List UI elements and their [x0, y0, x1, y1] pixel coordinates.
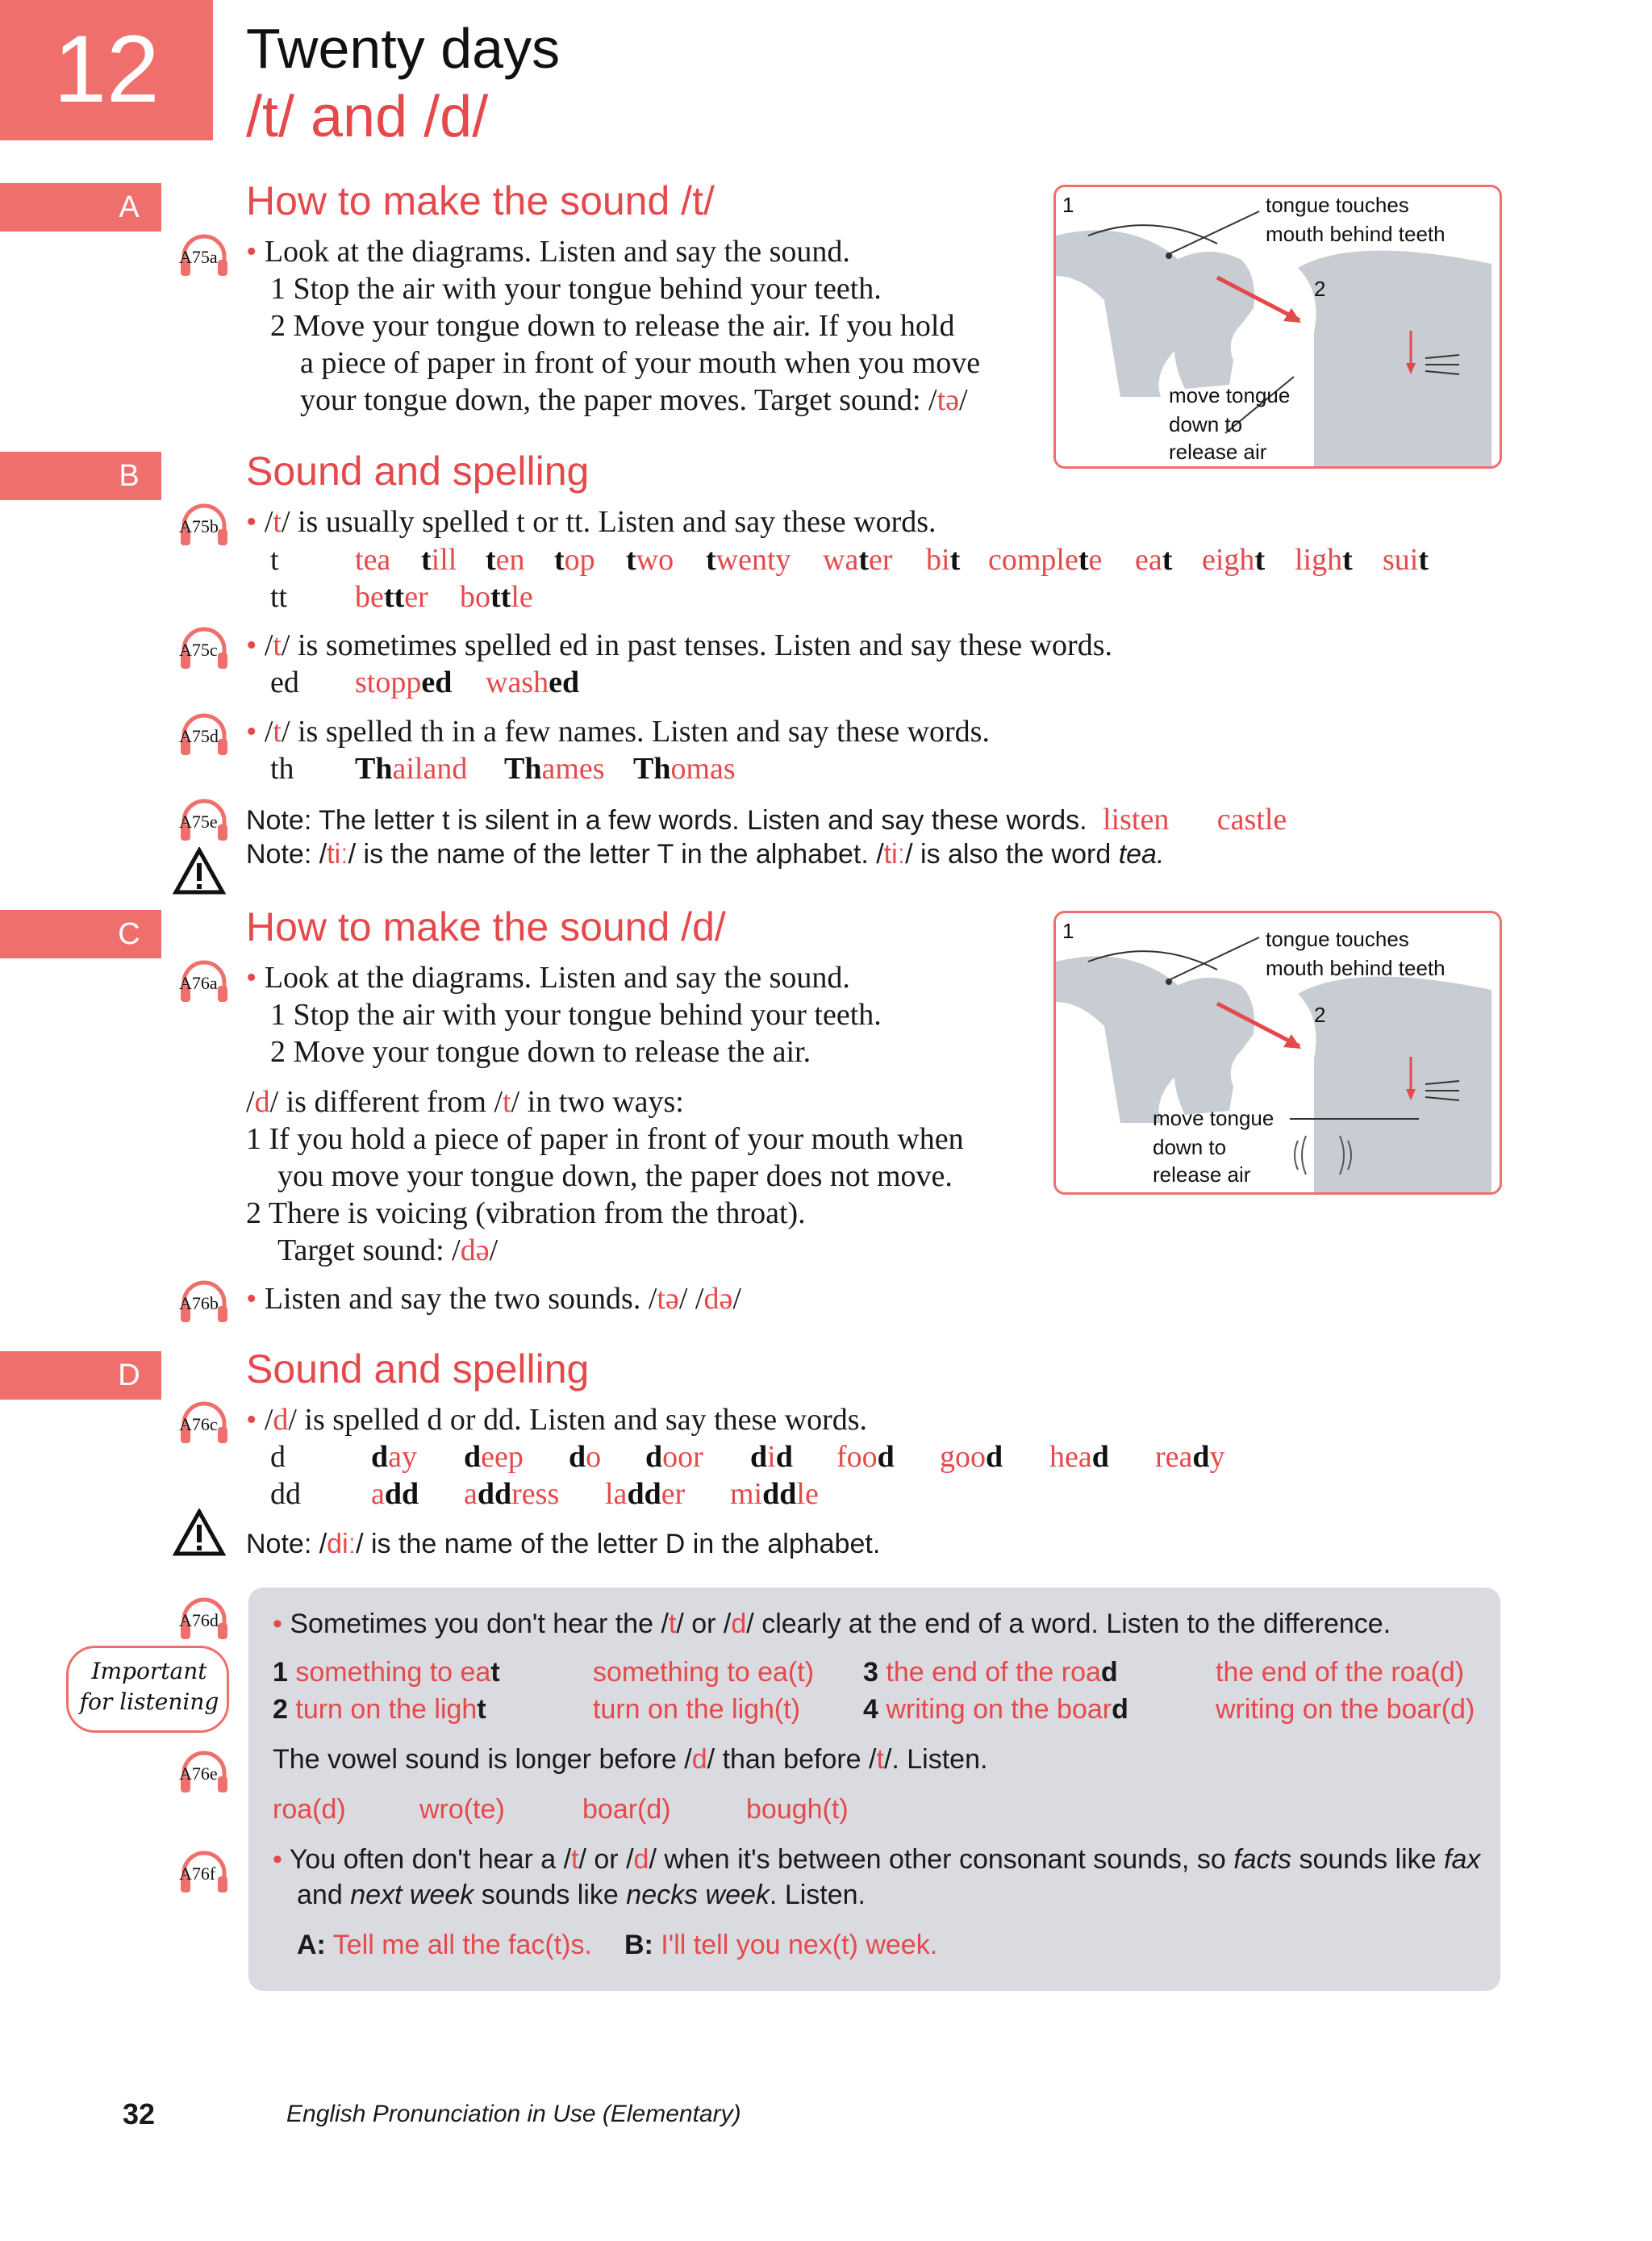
audio-track-icon[interactable]: [177, 958, 231, 1005]
audio-track-icon[interactable]: [177, 502, 231, 549]
diagram-panel-number: 2: [1314, 1003, 1326, 1027]
spelling-label: d: [270, 1440, 286, 1474]
important-callout: [66, 1646, 229, 1733]
word-add: add: [371, 1477, 419, 1511]
warning-icon: [173, 847, 226, 895]
word-thomas: Thomas: [633, 752, 736, 786]
book-title: English Pronunciation in Use (Elementary): [286, 2101, 741, 2127]
word-good: good: [940, 1440, 1003, 1474]
pair-alt: writing on the boar(d): [1216, 1694, 1475, 1725]
word-bottle: bottle: [460, 580, 533, 614]
word-eat: eat: [1135, 543, 1173, 577]
warning-icon: [173, 1509, 226, 1557]
pair-alt: the end of the roa(d): [1216, 1657, 1465, 1688]
word-top: top: [554, 543, 595, 577]
section-tab-b: B: [0, 452, 161, 500]
word-did: did: [750, 1440, 793, 1474]
note-letter-t: Note: /tiː/ is the name of the letter T in the alphabet. /tiː/ is also the word tea.: [246, 839, 1165, 870]
audio-track-icon[interactable]: [177, 625, 231, 672]
audio-track-label: A76b: [179, 1293, 219, 1313]
section-a-step: 2 Move your tongue down to release the air. If you hold: [270, 309, 955, 343]
note-silent-t: Note: The letter t is silent in a few words. Listen and say these words. listen castle: [246, 803, 1287, 837]
word-washed: washed: [486, 666, 580, 699]
diagram-panel-number: 1: [1062, 193, 1074, 217]
word-better: better: [355, 580, 428, 614]
word-ready: ready: [1155, 1440, 1225, 1474]
section-tab-d: D: [0, 1351, 161, 1400]
diagram-label: mouth behind teeth: [1266, 222, 1446, 246]
section-c-bullet: • Look at the diagrams. Listen and say the sound.: [246, 961, 850, 995]
spelling-label: dd: [270, 1477, 301, 1511]
word-middle: middle: [730, 1477, 819, 1511]
box-intro: • Sometimes you don't hear the /t/ or /d/ clearly at the end of a word. Listen to the difference.: [273, 1609, 1391, 1639]
word-ladder: ladder: [605, 1477, 686, 1511]
audio-track-label: A76e: [179, 1763, 218, 1784]
pair-alt: something to ea(t): [593, 1657, 815, 1688]
word-light: light: [1295, 543, 1353, 577]
audio-track-icon[interactable]: [177, 712, 231, 758]
word-stopped: stopped: [355, 666, 453, 699]
audio-track-label: A76c: [179, 1414, 218, 1434]
audio-track-icon[interactable]: [177, 797, 231, 844]
word-eight: eight: [1202, 543, 1266, 577]
audio-track-icon[interactable]: [177, 1749, 231, 1796]
word-twenty: twenty: [706, 543, 791, 577]
spelling-label: t: [270, 543, 279, 577]
section-b-line: • /t/ is sometimes spelled ed in past tenses. Listen and say these words.: [246, 628, 1112, 662]
word-till: till: [421, 543, 457, 577]
audio-track-label: A76d: [179, 1610, 219, 1630]
page-title: Twenty days: [246, 17, 561, 80]
pair-row: 4 writing on the board: [863, 1694, 1128, 1725]
audio-track-icon[interactable]: [177, 1596, 231, 1642]
unit-number: 12: [53, 16, 160, 123]
word-complete: complete: [988, 543, 1103, 577]
box-vowel-line: The vowel sound is longer before /d/ than before /t/. Listen.: [273, 1744, 988, 1775]
section-c-listen: • Listen and say the two sounds. /tə/ /də/: [246, 1282, 741, 1316]
section-d-line: • /d/ is spelled d or dd. Listen and say these words.: [246, 1403, 868, 1437]
spelling-label: ed: [270, 666, 299, 699]
audio-track-label: A75a: [179, 247, 218, 267]
pair-row: 2 turn on the light: [273, 1694, 486, 1725]
audio-track-icon[interactable]: [177, 1849, 231, 1896]
section-c-step: 1 Stop the air with your tongue behind your teeth.: [270, 998, 882, 1032]
audio-track-label: A75d: [179, 726, 219, 746]
section-a-step: a piece of paper in front of your mouth when you move: [300, 346, 981, 380]
pair-alt: turn on the ligh(t): [593, 1694, 801, 1725]
section-a-step: your tongue down, the paper moves. Target sound: /tə/: [300, 383, 968, 417]
word-suit: suit: [1383, 543, 1429, 577]
callout-text: Important for listening: [79, 1658, 219, 1715]
section-tab-c: C: [0, 910, 161, 958]
section-a-step: 1 Stop the air with your tongue behind your teeth.: [270, 272, 882, 306]
section-c-diff: 2 There is voicing (vibration from the throat).: [246, 1196, 806, 1230]
section-tab-a: A: [0, 183, 161, 232]
dialog-line: A: Tell me all the fac(t)s. B: I'll tell you nex(t) week.: [297, 1930, 938, 1960]
section-a-heading: How to make the sound /t/: [246, 178, 715, 223]
audio-track-icon[interactable]: [177, 232, 231, 279]
diagram-panel-number: 2: [1314, 277, 1326, 301]
pair-row: 1 something to eat: [273, 1657, 500, 1688]
pair-row: 3 the end of the road: [863, 1657, 1118, 1688]
word-food: food: [836, 1440, 895, 1474]
audio-track-icon[interactable]: [177, 1400, 231, 1446]
word-head: head: [1049, 1440, 1109, 1474]
diagram-label: down to: [1169, 412, 1243, 436]
spelling-label: tt: [270, 580, 288, 614]
diagram-label: mouth behind teeth: [1266, 956, 1446, 980]
word-ten: ten: [486, 543, 525, 577]
tongue-diagram-d: [1053, 911, 1502, 1195]
audio-track-label: A75b: [179, 516, 219, 536]
diagram-label: release air: [1169, 440, 1267, 464]
word-bit: bit: [926, 543, 961, 577]
word-deep: deep: [464, 1440, 524, 1474]
box-often-line: • You often don't hear a /t/ or /d/ when it's between other consonant sounds, so facts sounds like fax: [273, 1844, 1481, 1875]
diagram-label: tongue touches: [1266, 193, 1409, 217]
vowel-word: boar(d): [582, 1794, 671, 1825]
section-c-heading: How to make the sound /d/: [246, 904, 726, 949]
tongue-diagram-t: [1053, 185, 1502, 469]
vowel-word: bough(t): [746, 1794, 849, 1825]
word-day: day: [371, 1440, 418, 1474]
word-do: do: [569, 1440, 602, 1474]
word-two: two: [626, 543, 674, 577]
diagram-label: tongue touches: [1266, 927, 1409, 951]
word-thames: Thames: [504, 752, 605, 786]
diagram-label: move tongue: [1153, 1106, 1274, 1130]
vowel-word: wro(te): [419, 1794, 505, 1825]
section-a-bullet: • Look at the diagrams. Listen and say the sound.: [246, 235, 850, 269]
section-c-target: Target sound: /də/: [277, 1233, 499, 1267]
note-letter-d: Note: /diː/ is the name of the letter D in the alphabet.: [246, 1529, 881, 1559]
spelling-label: th: [270, 752, 294, 786]
diagram-label: move tongue: [1169, 383, 1291, 407]
diagram-panel-number: 1: [1062, 919, 1074, 943]
diagram-label: release air: [1153, 1162, 1251, 1187]
vowel-word: roa(d): [273, 1794, 346, 1825]
section-d-heading: Sound and spelling: [246, 1346, 590, 1392]
section-b-line: • /t/ is usually spelled t or tt. Listen and say these words.: [246, 505, 937, 539]
page-subtitle: /t/ and /d/: [246, 85, 489, 149]
section-b-line: • /t/ is spelled th in a few names. Listen and say these words.: [246, 715, 990, 749]
page-number: 32: [123, 2097, 156, 2130]
word-water: water: [823, 543, 893, 577]
audio-track-label: A75c: [179, 640, 218, 660]
word-door: door: [645, 1440, 703, 1474]
section-c-step: 2 Move your tongue down to release the air.: [270, 1035, 811, 1069]
word-tea: tea: [355, 543, 391, 577]
box-often-line-2: and next week sounds like necks week. Listen.: [297, 1880, 866, 1910]
section-b-heading: Sound and spelling: [246, 449, 590, 494]
audio-track-icon[interactable]: [177, 1279, 231, 1325]
word-thailand: Thailand: [355, 752, 468, 786]
section-c-diff-intro: /d/ is different from /t/ in two ways:: [246, 1085, 684, 1119]
section-c-diff: 1 If you hold a piece of paper in front of your mouth when: [246, 1122, 964, 1156]
audio-track-label: A76f: [179, 1863, 216, 1884]
audio-track-label: A75e: [179, 812, 218, 832]
audio-track-label: A76a: [179, 973, 218, 993]
section-c-diff: you move your tongue down, the paper does not move.: [277, 1159, 953, 1193]
word-address: address: [464, 1477, 560, 1511]
diagram-label: down to: [1153, 1135, 1227, 1159]
